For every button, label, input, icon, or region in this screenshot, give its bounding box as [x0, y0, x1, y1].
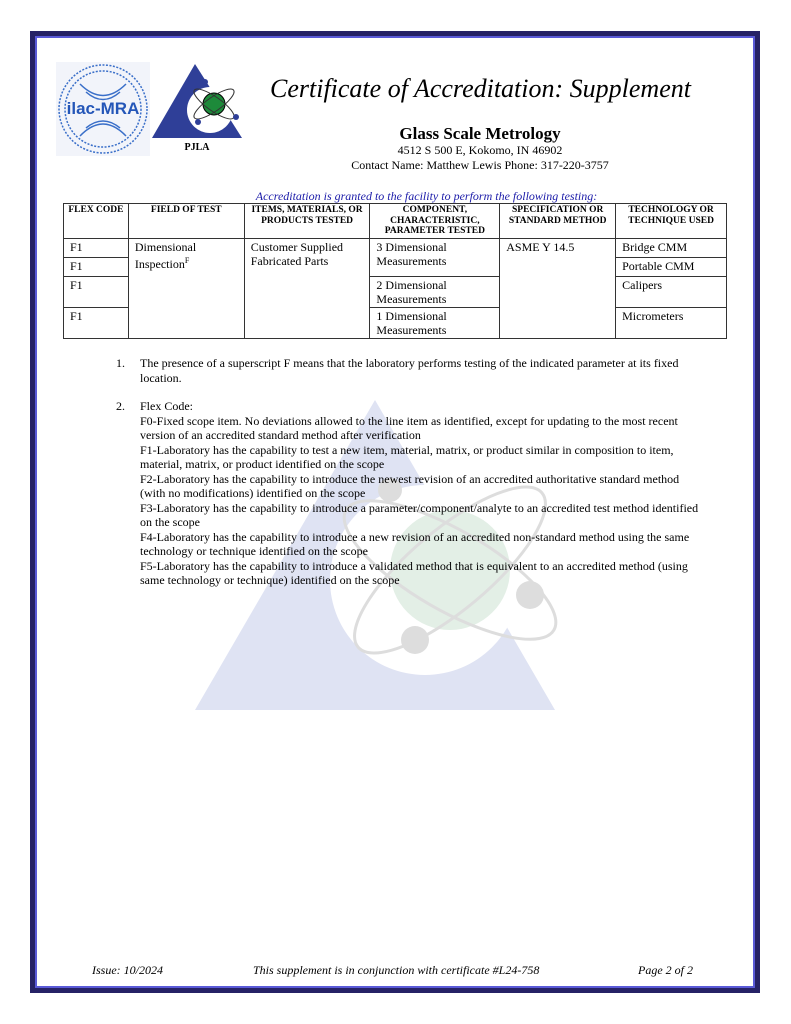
organization-name: Glass Scale Metrology — [399, 124, 561, 143]
header-field-of-test: FIELD OF TEST — [128, 204, 244, 239]
specification-cell: ASME Y 14.5 — [500, 238, 616, 338]
technology-cell: Micrometers — [616, 307, 727, 338]
flex-code-f3: F3-Laboratory has the capability to introduce a parameter/component/analyte to an accredited test method identified on the scope — [140, 500, 699, 529]
flex-code-cell: F1 — [64, 238, 129, 257]
flex-code-f2: F2-Laboratory has the capability to introduce the newest revision of an accredited authoritative standard method (with no modifications) identified on the scope — [140, 471, 680, 500]
technology-cell: Calipers — [616, 276, 727, 307]
note-number: 2. — [116, 399, 125, 413]
component-cell: 2 Dimensional Measurements — [370, 276, 500, 307]
table-row — [64, 238, 727, 257]
contact-info: Contact Name: Matthew Lewis Phone: 317-220-3757 — [351, 158, 609, 172]
field-text: Dimensional Inspection — [134, 239, 197, 271]
organization-address: 4512 S 500 E, Kokomo, IN 46902 — [397, 143, 563, 157]
flex-code-cell: F1 — [64, 307, 129, 338]
note-number: 1. — [116, 356, 125, 370]
field-of-test-cell — [128, 238, 244, 338]
technology-cell: Bridge CMM — [616, 238, 727, 257]
pjla-logo-text: PJLA — [184, 142, 210, 153]
component-cell: 3 Dimensional Measurements — [370, 238, 500, 276]
flex-code-f4: F4-Laboratory has the capability to introduce a new revision of an accredited non-standard method using the same technology or technique identified on the scope — [140, 529, 690, 558]
note-1 — [116, 356, 706, 385]
header-flex-code: FLEX CODE — [64, 204, 129, 239]
items-cell: Customer Supplied Fabricated Parts — [244, 238, 370, 338]
header-specification: SPECIFICATION OR STANDARD METHOD — [500, 204, 616, 239]
footer-page-number: Page 2 of 2 — [638, 963, 693, 977]
certificate-title: Certificate of Accreditation: Supplement — [270, 74, 691, 103]
field-superscript: F — [184, 255, 190, 265]
grant-statement: Accreditation is granted to the facility to perform the following testing: — [255, 189, 598, 203]
header-component: COMPONENT, CHARACTERISTIC, PARAMETER TESTED — [370, 204, 500, 239]
flex-code-f0: F0-Fixed scope item. No deviations allowed to the line item as identified, except for updating to the most recent version of an accredited standard method after verification — [140, 413, 678, 442]
flex-code-cell: F1 — [64, 276, 129, 307]
header-technology: TECHNOLOGY OR TECHNIQUE USED — [616, 204, 727, 239]
notes-list — [116, 356, 706, 588]
footer-conjunction: This supplement is in conjunction with certificate #L24-758 — [253, 963, 540, 977]
component-cell: 1 Dimensional Measurements — [370, 307, 500, 338]
scope-table — [63, 203, 727, 339]
ilac-logo-text: ilac-MRA — [66, 99, 140, 118]
table-header-row — [64, 204, 727, 239]
flex-code-f1: F1-Laboratory has the capability to test a new item, material, matrix, or product similar in composition to item, material, matrix, or product identified on the scope — [140, 442, 674, 471]
footer-issue: Issue: 10/2024 — [92, 963, 163, 977]
note-title: Flex Code: — [140, 399, 193, 413]
note-2 — [116, 399, 706, 588]
header-items: ITEMS, MATERIALS, OR PRODUCTS TESTED — [244, 204, 370, 239]
technology-cell: Portable CMM — [616, 257, 727, 276]
flex-code-f5: F5-Laboratory has the capability to introduce a validated method that is equivalent to an accredited method (using same technology or technique) identified on the scope — [140, 558, 688, 587]
note-text: The presence of a superscript F means that the laboratory performs testing of the indicated parameter at its fixed location. — [140, 356, 679, 385]
flex-code-cell: F1 — [64, 257, 129, 276]
